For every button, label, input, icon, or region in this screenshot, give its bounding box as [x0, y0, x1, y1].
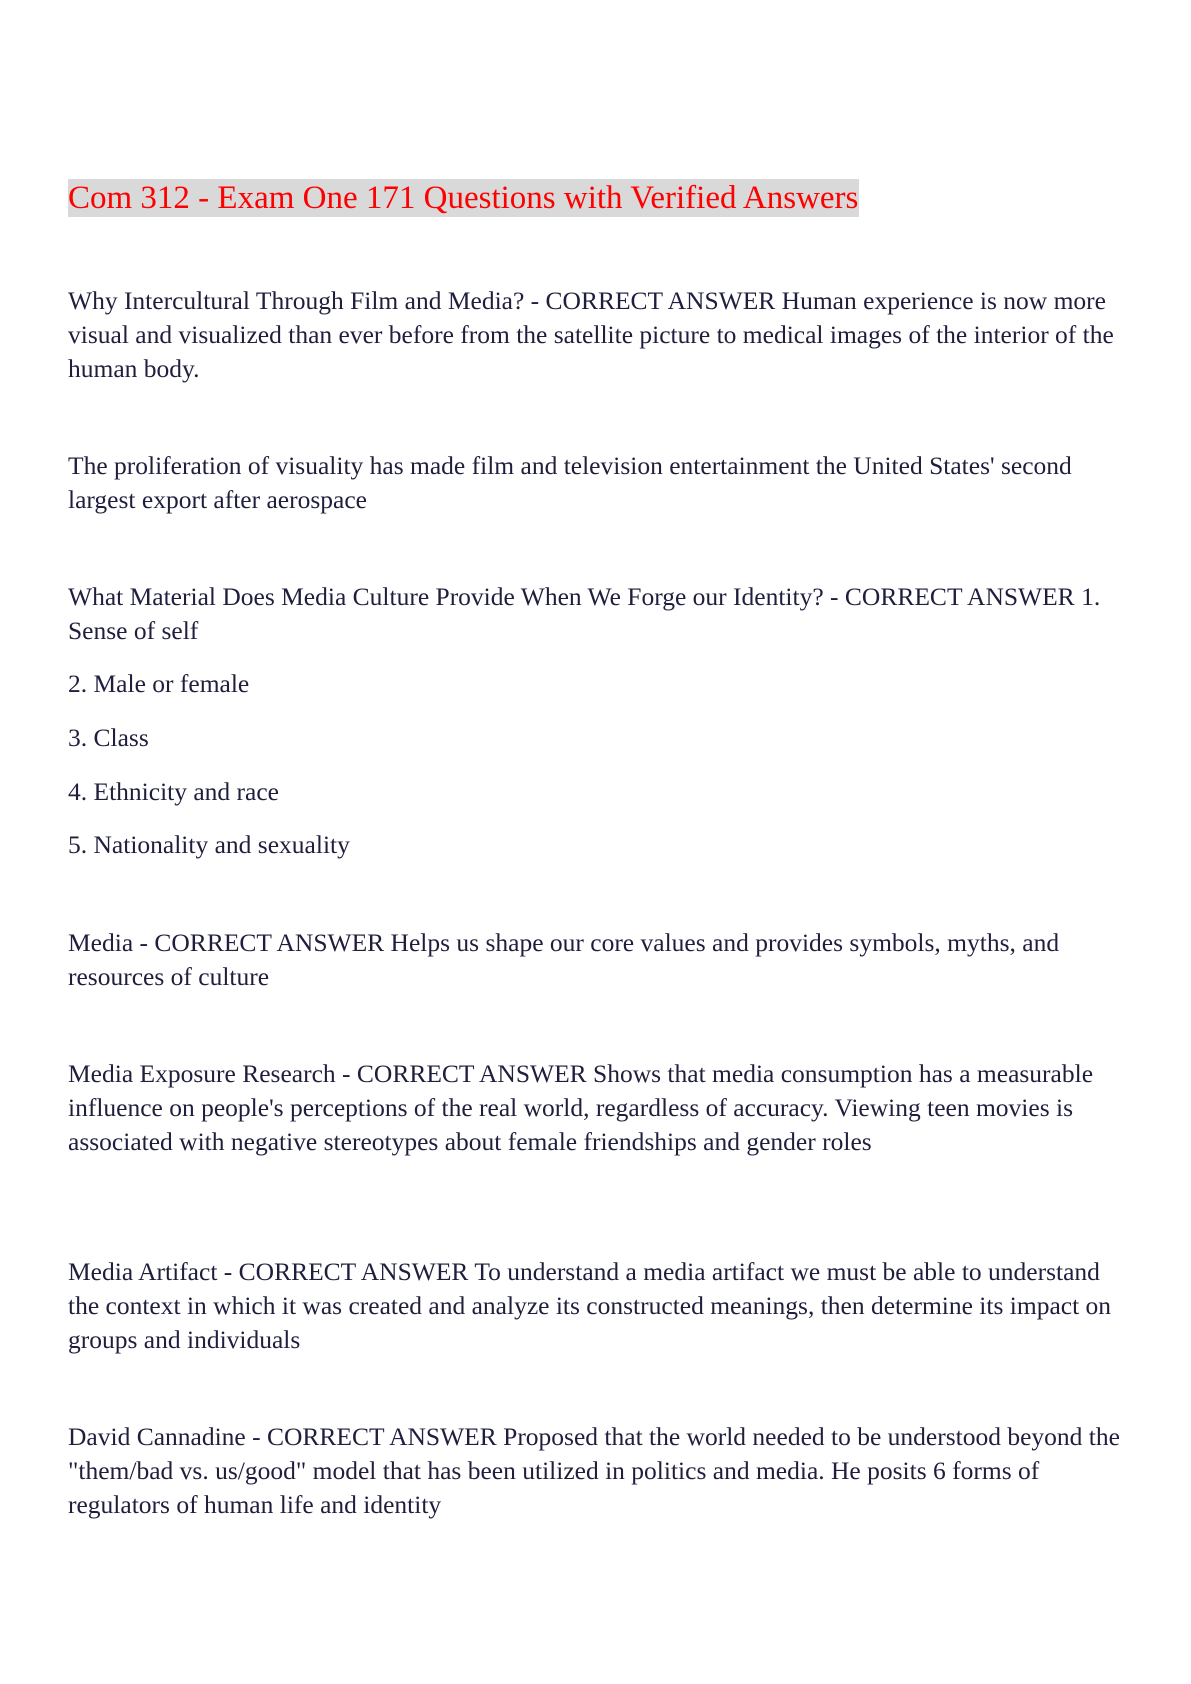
list-item-ethnicity: 4. Ethnicity and race — [68, 777, 279, 806]
qa-paragraph-media-artifact: Media Artifact - CORRECT ANSWER To understand a media artifact we must be able to understand the context in which it was created and analyze its constructed meanings, then determine its impact on groups and individuals — [68, 1257, 1112, 1354]
qa-paragraph-cannadine: David Cannadine - CORRECT ANSWER Proposed that the world needed to be understood beyond the "them/bad vs. us/good" model that has been utilized in politics and media. He posits 6 forms of regulators of human life and identity — [68, 1422, 1120, 1519]
qa-paragraph-intercultural: Why Intercultural Through Film and Media? - CORRECT ANSWER Human experience is now more visual and visualized than ever before from the satellite picture to medical images of the interior of the human body. — [68, 286, 1114, 383]
list-item-male-female: 2. Male or female — [68, 669, 250, 698]
list-item-nationality: 5. Nationality and sexuality — [68, 830, 350, 859]
qa-paragraph-media-culture: What Material Does Media Culture Provide When We Forge our Identity? - CORRECT ANSWER 1. Sense of self — [68, 582, 1101, 645]
paragraph-visuality: The proliferation of visuality has made film and television entertainment the United States' second largest export after aerospace — [68, 451, 1072, 514]
qa-paragraph-media: Media - CORRECT ANSWER Helps us shape our core values and provides symbols, myths, and resources of culture — [68, 928, 1060, 991]
qa-paragraph-media-exposure: Media Exposure Research - CORRECT ANSWER Shows that media consumption has a measurable influence on people's perceptions of the real world, regardless of accuracy. Viewing teen movies is associated with negative stereotypes about female friendships and gender roles — [68, 1059, 1094, 1156]
document-title: Com 312 - Exam One 171 Questions with Verified Answers — [68, 180, 859, 216]
list-item-class: 3. Class — [68, 723, 149, 752]
